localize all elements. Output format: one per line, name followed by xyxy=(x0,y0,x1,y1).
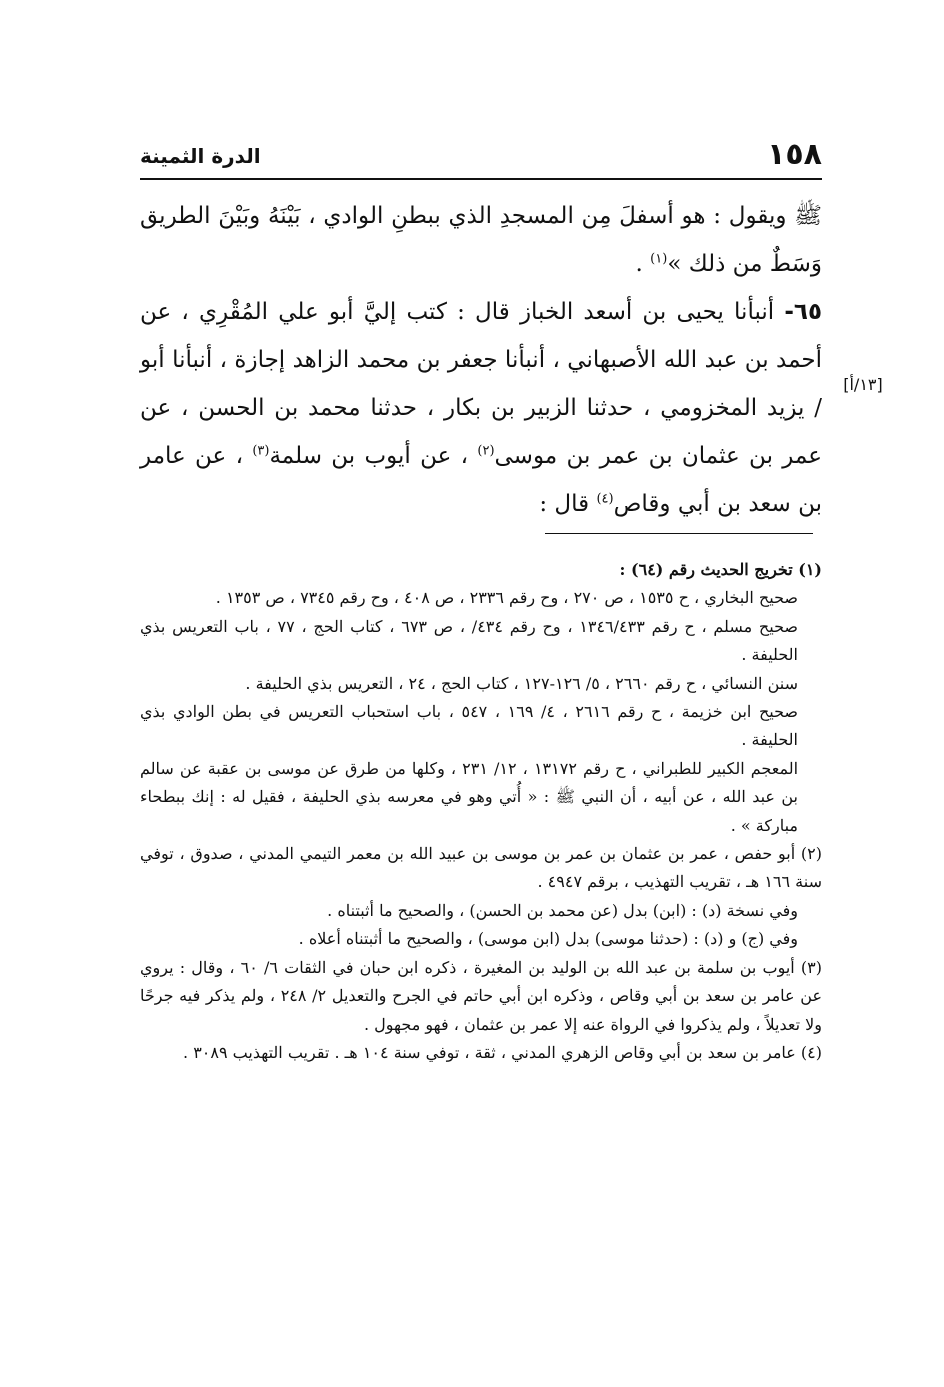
footnote-4: (٤) عامر بن سعد بن أبي وقاص الزهري المدني ، ثقة ، توفي سنة ١٠٤ هـ . تقريب التهذيب ٣٠٨٩ . xyxy=(183,1042,822,1062)
main-line-1: ﷺ ويقول : هو أسفلَ مِن المسجدِ الذي ببطنِ الوادي ، بَيْنَهُ وبَيْنَ الطريق وَسَطٌ من ذلك » xyxy=(140,203,822,277)
main-paragraph-1 xyxy=(140,192,822,288)
footnote-2: (٢) أبو حفص ، عمر بن عثمان بن عمر بن موسى بن عبيد الله بن معمر التيمي المدني ، صدوق ، توفي سنة ١٦٦ هـ ، تقريب التهذيب ، برقم ٤٩٤٧ . xyxy=(140,844,822,892)
footnote-3: (٣) أيوب بن سلمة بن عبد الله بن الوليد بن المغيرة ، ذكره ابن حبان في الثقات ٦/ ٦٠ ، وقال : يروي عن عامر بن سعد بن أبي وقاص ، وذكره ابن أبي حاتم في الجرح والتعديل ٢/ ٢٤٨ ، ولم يذكر فيه جرحًا ولا تعديلاً ، ولم يذكروا في الرواة عنه إلا عمر بن عثمان ، فهو مجهول . xyxy=(140,957,822,1034)
footnote-1-source-nasai: سنن النسائي ، ح رقم ٢٦٦٠ ، ٥/ ١٢٦-١٢٧ ، كتاب الحج ، ٢٤ ، التعريس بذي الحليفة . xyxy=(245,673,798,693)
footnote-1-title: (١) تخريج الحديث رقم (٦٤) : xyxy=(619,560,822,579)
footnote-2-variant-d: وفي نسخة (د) : (ابن) بدل (عن محمد بن الحسن) ، والصحيح ما أثبتناه . xyxy=(327,900,798,920)
footnote-ref-2: (٢) xyxy=(477,443,495,459)
footnote-1-source-muslim: صحيح مسلم ، ح رقم ١٣٤٦/٤٣٣ ، وح رقم ٤٣٤/ ، ص ٦٧٣ ، كتاب الحج ، ٧٧ ، باب التعريس بذي الحليفة . xyxy=(140,616,798,665)
footnote-ref-4: (٤) xyxy=(596,491,614,507)
footnote-1-source-khuzaymah: صحيح ابن خزيمة ، ح رقم ٢٦١٦ ، ٤/ ١٦٩ ، ٥٤٧ ، باب استحباب التعريس في بطن الوادي بذي الحليفة . xyxy=(140,702,799,750)
hadith-chain-c: ، عن عامر بن سعد بن أبي وقاص xyxy=(140,443,822,517)
footnotes xyxy=(140,556,822,1067)
footnote-ref-1: (١) xyxy=(650,251,668,267)
footnote-1-source-bukhari: صحيح البخاري ، ح ١٥٣٥ ، ص ٢٧٠ ، وح رقم ٢٣٣٦ ، ص ٤٠٨ ، وح رقم ٧٣٤٥ ، ص ١٣٥٣ . xyxy=(215,588,798,608)
hadith-number: ٦٥- xyxy=(784,299,822,325)
footnote-divider xyxy=(545,533,813,534)
main-paragraph-2 xyxy=(140,288,822,528)
manuscript-folio-reference: [١٣/أ] xyxy=(843,375,883,394)
page-number: ١٥٨ xyxy=(767,137,822,172)
footnote-ref-3: (٣) xyxy=(252,443,270,459)
hadith-chain-d: قال : xyxy=(539,491,597,517)
book-title: الدرة الثمينة xyxy=(140,144,261,168)
footnote-1-source-tabarani: المعجم الكبير للطبراني ، ح رقم ١٣١٧٢ ، ١٢/ ٢٣١ ، وكلها من طرق عن موسى بن عقبة عن سالم بن عبد الله ، عن أبيه ، أن النبي ﷺ : « أُتي وهو في معرسه بذي الحليفة ، فقيل له : إنك ببطحاء مباركة » . xyxy=(140,758,799,835)
page-header xyxy=(140,136,822,180)
footnote-2-variant-jd: وفي (ج) و (د) : (حدثنا موسى) بدل (ابن موسى) ، والصحيح ما أثبتناه أعلاه . xyxy=(298,929,798,949)
hadith-chain-b: ، عن أيوب بن سلمة xyxy=(269,443,478,469)
main-line-1-end: . xyxy=(635,251,651,277)
main-text xyxy=(140,192,822,528)
hadith-chain-a: أنبأنا يحيى بن أسعد الخباز قال : كتب إليَّ أبو علي المُقْرِي ، عن أحمد بن عبد الله الأصبهاني ، أنبأنا جعفر بن محمد الزاهد إجازة ، أنبأنا أبو / يزيد المخزومي ، حدثنا الزبير بن بكار ، حدثنا محمد بن الحسن ، عن عمر بن عثمان بن عمر بن موسى xyxy=(140,299,822,469)
